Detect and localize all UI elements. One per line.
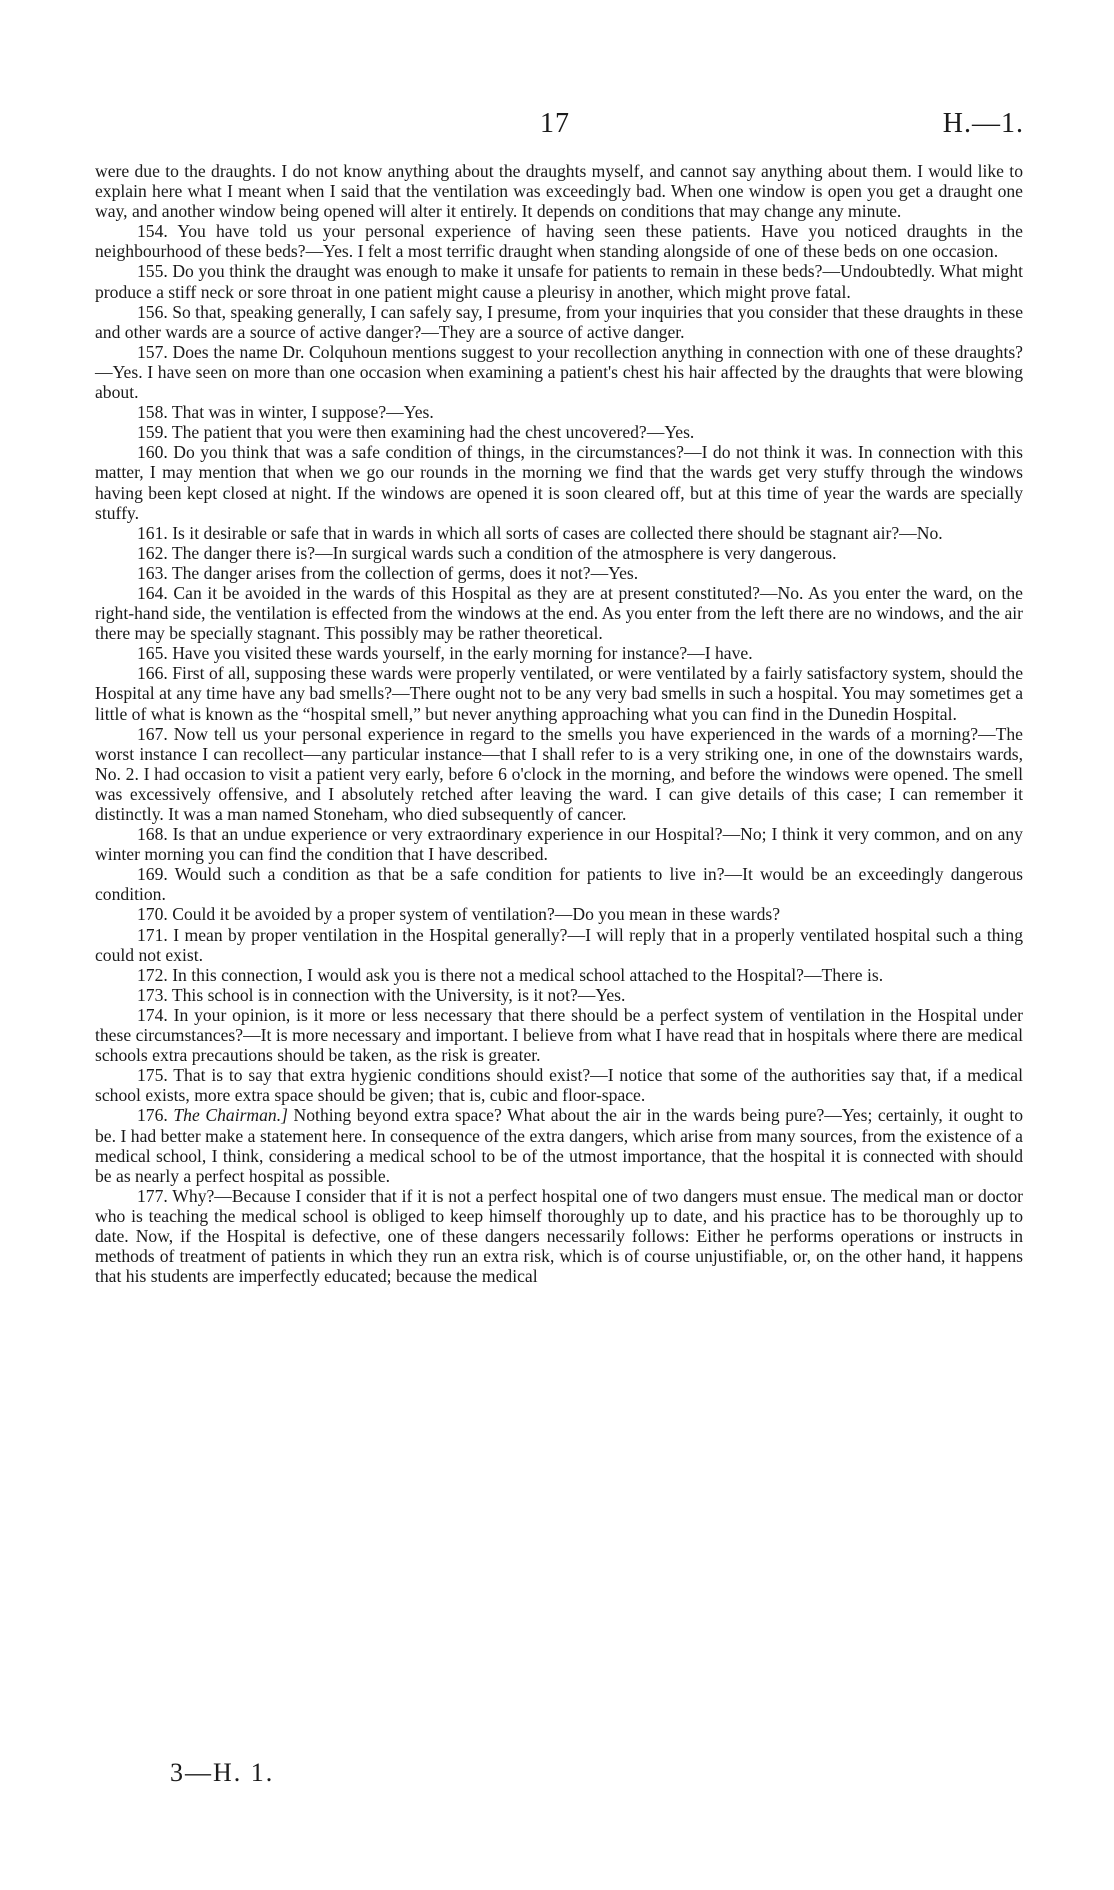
testimony-paragraph — [95, 925, 1023, 965]
testimony-paragraph — [95, 342, 1023, 402]
paragraph-text: were due to the draughts. I do not know anything about the draughts myself, and cannot say anything about them. I would like to explain here what I meant when I said that the ventilation was exceedingly bad. When one window is open you get a draught one way, and another window being opened will alter it entirely. It depends on conditions that may change any minute. — [95, 161, 1023, 222]
testimony-paragraph — [95, 583, 1023, 643]
paragraph-text: The danger there is?—In surgical wards such a condition of the atmosphere is very dangerous. — [171, 542, 837, 563]
question-number: 175. — [137, 1065, 168, 1086]
paragraph-text: That was in winter, I suppose?—Yes. — [171, 402, 434, 423]
question-number: 162. — [137, 542, 168, 563]
paragraph-text: The patient that you were then examining had the chest uncovered?—Yes. — [171, 422, 695, 443]
testimony-paragraph — [95, 985, 1023, 1005]
testimony-paragraph — [95, 1005, 1023, 1065]
testimony-paragraph — [95, 1186, 1023, 1286]
question-number: 167. — [137, 723, 168, 744]
question-number: 157. — [137, 341, 168, 362]
paragraph-text: Have you visited these wards yourself, in the early morning for instance?—I have. — [172, 643, 753, 664]
question-number: 159. — [137, 422, 168, 443]
document-body — [95, 161, 1023, 1286]
testimony-paragraph — [95, 302, 1023, 342]
question-number: 163. — [137, 562, 168, 583]
question-number: 160. — [137, 442, 168, 463]
testimony-paragraph — [95, 643, 1023, 663]
question-number: 156. — [137, 301, 168, 322]
question-number: 158. — [137, 402, 168, 423]
paragraph-text: Now tell us your personal experience in regard to the smells you have experienced in the wards of a morning?—The worst instance I can recollect—any particular instance—that I shall refer to is a very striking one, in one of the downstairs wards, No. 2. I had occasion to visit a patient very early, before 6 o'clock in the morning, and before the windows were opened. The smell was excessively offensive, and I absolutely retched after leaving the ward. I can give details of this case; I can remember it distinctly. It was a man named Stoneham, who died subsequently of cancer. — [95, 723, 1023, 824]
speaker-name: The Chairman.] — [173, 1105, 288, 1126]
testimony-paragraph — [95, 1105, 1023, 1185]
question-number: 165. — [137, 643, 168, 664]
page-number: 17 — [540, 108, 570, 139]
testimony-paragraph — [95, 422, 1023, 442]
paragraph-text: Could it be avoided by a proper system of ventilation?—Do you mean in these wards? — [172, 904, 781, 925]
question-number: 168. — [137, 824, 168, 845]
question-number: 170. — [137, 904, 168, 925]
testimony-paragraph — [95, 523, 1023, 543]
paragraph-text: First of all, supposing these wards were properly ventilated, or were ventilated by a fairly satisfactory system, should the Hospital at any time have any bad smells?—There ought not to be any very bad smells in such a hospital. You may sometimes get a little of what is known as the “hospital smell,” but never anything approaching what you can find in the Dunedin Hospital. — [95, 663, 1024, 724]
paragraph-text: Does the name Dr. Colquhoun mentions suggest to your recollection anything in connection with one of these draughts?—Yes. I have seen on more than one occasion when examining a patient's chest his hair affected by the draughts that were blowing about. — [95, 341, 1023, 403]
question-number: 176. — [137, 1105, 168, 1126]
question-number: 164. — [137, 582, 168, 603]
testimony-paragraph — [95, 824, 1023, 864]
document-reference: H.—1. — [942, 108, 1024, 139]
paragraph-text: I mean by proper ventilation in the Hospital generally?—I will reply that in a properly ventilated hospital such a thing could not exist. — [95, 924, 1023, 965]
paragraph-text: In this connection, I would ask you is there not a medical school attached to the Hospital?—There is. — [172, 964, 884, 985]
paragraph-text: Can it be avoided in the wards of this Hospital as they are at present constituted?—No. As you enter the ward, on the right-hand side, the ventilation is effected from the windows at the end. As you enter from the left there are no windows, and the air there may be specially stagnant. This possibly may be rather theoretical. — [95, 582, 1023, 644]
question-number: 177. — [137, 1185, 168, 1206]
question-number: 166. — [137, 663, 168, 684]
testimony-paragraph — [95, 904, 1023, 924]
question-number: 154. — [137, 221, 168, 242]
question-number: 169. — [137, 864, 168, 885]
testimony-paragraph — [95, 261, 1023, 301]
printer-signature: 3—H. 1. — [170, 1758, 275, 1787]
paragraph-text: So that, speaking generally, I can safely say, I presume, from your inquiries that you consider that these draughts in these and other wards are a source of active danger?—They are a source of active danger. — [95, 301, 1023, 342]
paragraph-text: Is it desirable or safe that in wards in which all sorts of cases are collected there should be stagnant air?—No. — [172, 522, 943, 543]
testimony-paragraph — [95, 442, 1023, 522]
question-number: 155. — [137, 261, 168, 282]
paragraph-text: Do you think that was a safe condition of things, in the circumstances?—I do not think it was. In connection with this matter, I may mention that when we go our rounds in the morning we find that the wards get very stuffy through the windows having been kept closed at night. If the windows are opened it is soon cleared off, but at this time of year the wards are specially stuffy. — [95, 442, 1023, 523]
testimony-paragraph — [95, 724, 1023, 824]
testimony-paragraph — [95, 663, 1023, 723]
paragraph-text: Nothing beyond extra space? What about the air in the wards being pure?—Yes; certainly, it ought to be. I had better make a statement here. In consequence of the extra dangers, which arise from many sources, from the existence of a medical school, I think, considering a medical school to be of the utmost importance, that the hospital it is connected with should be as nearly a perfect hospital as possible. — [95, 1105, 1023, 1186]
paragraph-text: Would such a condition as that be a safe condition for patients to live in?—It would be an exceedingly dangerous condition. — [95, 864, 1023, 905]
question-number: 171. — [137, 924, 168, 945]
paragraph-text: That is to say that extra hygienic conditions should exist?—I notice that some of the authorities say that, if a medical school exists, more extra space should be given; that is, cubic and floor-space. — [95, 1065, 1023, 1106]
question-number: 173. — [137, 984, 168, 1005]
paragraph-text: Do you think the draught was enough to make it unsafe for patients to remain in these beds?—Undoubtedly. What might produce a stiff neck or sore throat in one patient might cause a pleurisy in another, which might prove fatal. — [95, 261, 1024, 302]
paragraph-text: You have told us your personal experience of having seen these patients. Have you noticed draughts in the neighbourhood of these beds?—Yes. I felt a most terrific draught when standing alongside of one of these beds on one occasion. — [95, 221, 1023, 262]
paragraph-text: In your opinion, is it more or less necessary that there should be a perfect system of ventilation in the Hospital under these circumstances?—It is more necessary and important. I believe from what I have read that in hospitals where there are medical schools extra precautions should be taken, as the risk is greater. — [95, 1004, 1023, 1066]
question-number: 174. — [137, 1004, 168, 1025]
paragraph-text: Why?—Because I consider that if it is not a perfect hospital one of two dangers must ensue. The medical man or doctor who is teaching the medical school is obliged to keep himself thoroughly up to date, and his practice has to be thoroughly up to date. Now, if the Hospital is defective, one of these dangers necessarily follows: Either he performs operations or instructs in methods of treatment of patients in which they run an extra risk, which is of course unjustifiable, or, on the other hand, it happens that his students are imperfectly educated; because the medical — [95, 1185, 1023, 1287]
continued-paragraph — [95, 161, 1023, 221]
question-number: 161. — [137, 522, 168, 543]
testimony-paragraph — [95, 965, 1023, 985]
paragraph-text: The danger arises from the collection of germs, does it not?—Yes. — [171, 562, 639, 583]
testimony-paragraph — [95, 221, 1023, 261]
testimony-paragraph — [95, 402, 1023, 422]
question-number: 172. — [137, 964, 168, 985]
testimony-paragraph — [95, 543, 1023, 563]
testimony-paragraph — [95, 563, 1023, 583]
testimony-paragraph — [95, 864, 1023, 904]
paragraph-text: Is that an undue experience or very extraordinary experience in our Hospital?—No; I think it very common, and on any winter morning you can find the condition that I have described. — [95, 824, 1023, 865]
testimony-paragraph — [95, 1065, 1023, 1105]
paragraph-text: This school is in connection with the University, is it not?—Yes. — [171, 984, 626, 1005]
